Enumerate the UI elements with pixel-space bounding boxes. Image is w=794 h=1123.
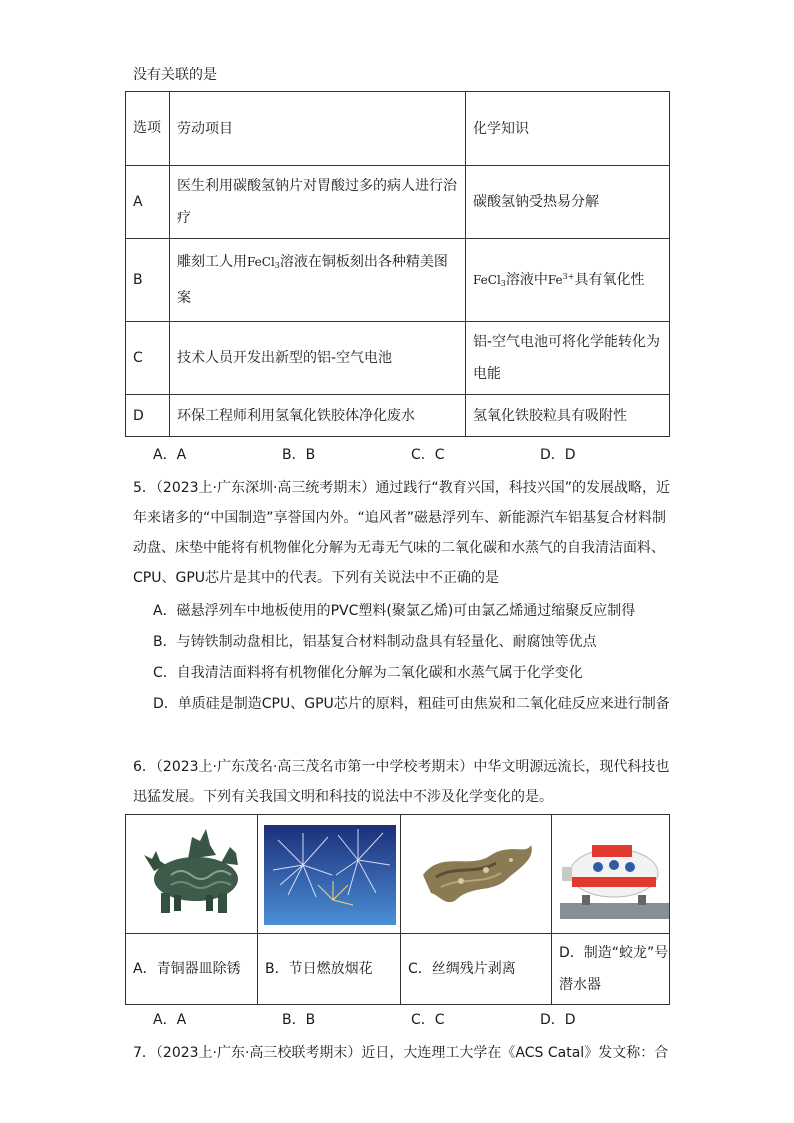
caption-a[interactable]: A．青铜器皿除锈 — [126, 934, 258, 1005]
table-header-row — [126, 92, 670, 166]
caption-b[interactable]: B．节日燃放烟花 — [258, 934, 401, 1005]
header-labor: 劳动项目 — [170, 92, 466, 166]
question-5-option-d[interactable]: D．单质硅是制造CPU、GPU芯片的原料，粗硅可由焦炭和二氧化硅反应来进行制备 — [153, 696, 670, 712]
row-option: D — [126, 395, 170, 437]
choice-d[interactable]: D．D — [540, 447, 576, 463]
answer-choices — [153, 1009, 669, 1029]
bronze-vessel-image — [126, 815, 257, 933]
submersible-image — [552, 815, 669, 933]
row-labor: 雕刻工人用FeCl$_3$溶液在铜板刻出各种精美图案 — [170, 239, 466, 322]
table-row — [126, 166, 670, 239]
question-6-stem: 6．（2023上·广东茂名·高三茂名市第一中学校考期末）中华文明源远流长，现代科技也迅猛发展。下列有关我国文明和科技的说法中不涉及化学变化的是。 — [133, 759, 670, 805]
images-row — [126, 815, 670, 934]
row-option: A — [126, 166, 170, 239]
choice-c[interactable]: C．C — [411, 447, 445, 463]
row-option: B — [126, 239, 170, 322]
row-option: C — [126, 322, 170, 395]
table-row — [126, 322, 670, 395]
row-knowledge: 氢氧化铁胶粒具有吸附性 — [466, 395, 670, 437]
question-5-option-a[interactable]: A．磁悬浮列车中地板使用的PVC塑料(聚氯乙烯)可由氯乙烯通过缩聚反应制得 — [153, 603, 636, 619]
header-knowledge: 化学知识 — [466, 92, 670, 166]
header-option: 选项 — [126, 92, 170, 166]
row-labor: 医生利用碳酸氢钠片对胃酸过多的病人进行治疗 — [170, 166, 466, 239]
choice-d[interactable]: D．D — [540, 1012, 576, 1028]
question-5-stem: 5．（2023上·广东深圳·高三统考期末）通过践行“教育兴国，科技兴国”的发展战略，近年来诸多的“中国制造”享誉国内外。“追风者”磁悬浮列车、新能源汽车铝基复合材料制动盘、床垫中能将有机物催化分解为无毒无气味的二氧化碳和水蒸气的自我清洁面料、CPU、GPU芯片是其中的代表。下列有关说法中不正确的是 — [133, 480, 670, 586]
row-knowledge: 铝-空气电池可将化学能转化为电能 — [466, 322, 670, 395]
labor-knowledge-table — [125, 91, 670, 437]
answer-choices — [153, 444, 669, 464]
row-knowledge: FeCl$_3$溶液中$Fe^{3+}$具有氧化性 — [466, 239, 670, 322]
table-row — [126, 239, 670, 322]
caption-d[interactable]: D．制造“蛟龙”号潜水器 — [552, 934, 670, 1005]
question-5-option-c[interactable]: C．自我清洁面料将有机物催化分解为二氧化碳和水蒸气属于化学变化 — [153, 665, 583, 681]
silk-fragment-image — [401, 815, 551, 933]
choice-b[interactable]: B．B — [282, 1012, 316, 1028]
table-row — [126, 395, 670, 437]
question-7-stem: 7．（2023上·广东·高三校联考期末）近日，大连理工大学在《ACS Catal》发文称：合 — [133, 1045, 669, 1061]
caption-c[interactable]: C．丝绸残片剥离 — [401, 934, 552, 1005]
row-labor: 环保工程师利用氢氧化铁胶体净化废水 — [170, 395, 466, 437]
image-options-table — [125, 814, 670, 1005]
question-continuation: 没有关联的是 — [133, 67, 217, 83]
choice-c[interactable]: C．C — [411, 1012, 445, 1028]
choice-b[interactable]: B．B — [282, 447, 316, 463]
fireworks-image — [258, 815, 400, 933]
row-knowledge: 碳酸氢钠受热易分解 — [466, 166, 670, 239]
captions-row — [126, 934, 670, 1005]
row-labor: 技术人员开发出新型的铝-空气电池 — [170, 322, 466, 395]
question-5-option-b[interactable]: B．与铸铁制动盘相比，铝基复合材料制动盘具有轻量化、耐腐蚀等优点 — [153, 634, 597, 650]
choice-a[interactable]: A．A — [153, 447, 187, 463]
choice-a[interactable]: A．A — [153, 1012, 187, 1028]
